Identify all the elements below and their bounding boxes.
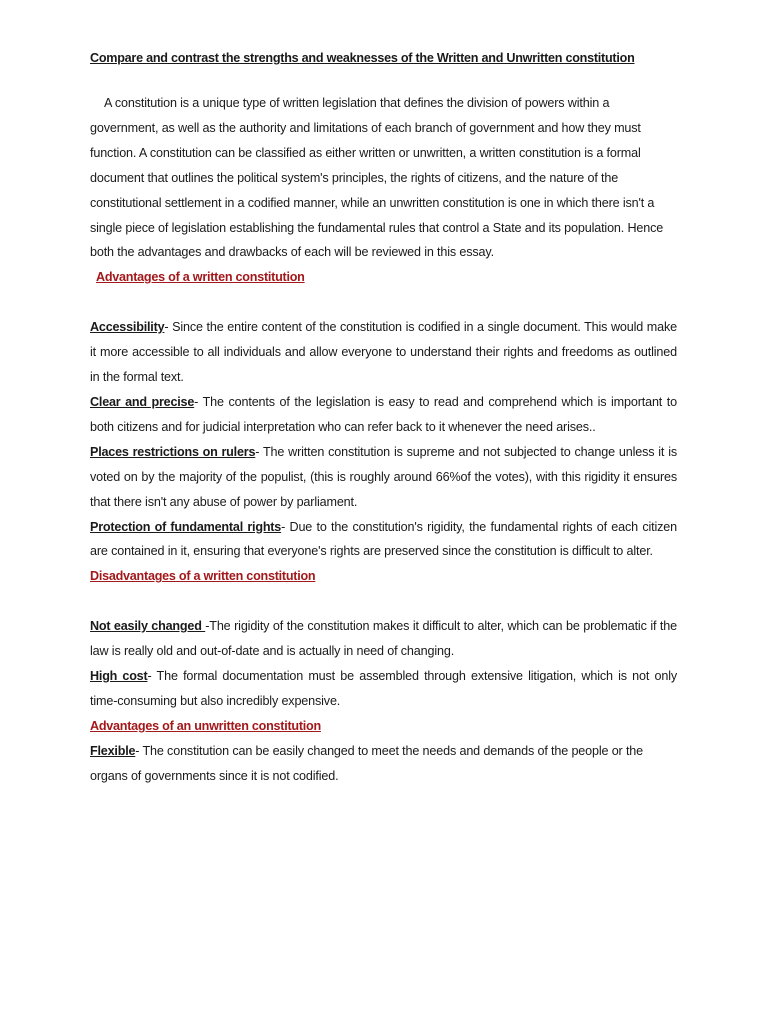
item-high-cost xyxy=(90,664,677,714)
item-term: Not easily changed xyxy=(90,619,206,634)
item-not-easily-changed xyxy=(90,614,677,664)
item-flexible xyxy=(90,739,677,789)
item-term: Flexible xyxy=(90,743,136,758)
item-clear-and-precise xyxy=(90,390,677,440)
item-term: High cost xyxy=(90,669,148,684)
item-protection-rights xyxy=(90,515,677,565)
document-title: Compare and contrast the strengths and weaknesses of the Written and Unwritten constitution xyxy=(90,51,635,65)
intro-paragraph: A constitution is a unique type of written legislation that defines the division of powers within a government, as well as the authority and limitations of each branch of government and how they must function. A constitution can be classified as either written or unwritten, a written constitution is a formal document that outlines the political system's principles, the rights of citizens, and the nature of the constitutional settlement in a codified manner, while an unwritten constitution is one in which there isn't a single piece of legislation establishing the fundamental rules that control a State and its population. Hence both the advantages and drawbacks of each will be reviewed in this essay. xyxy=(90,96,664,260)
item-text: - The formal documentation must be assembled through extensive litigation, which is not only time-consuming but also incredibly expensive. xyxy=(90,669,677,708)
item-accessibility xyxy=(90,315,677,390)
item-places-restrictions xyxy=(90,440,677,515)
item-text: - The constitution can be easily changed to meet the needs and demands of the people or the organs of governments since it is not codified. xyxy=(90,743,644,783)
item-text: - The contents of the legislation is easy to read and comprehend which is important to both citizens and for judicial interpretation who can refer back to it whenever the need arises.. xyxy=(90,394,677,434)
item-term: Protection of fundamental rights xyxy=(90,519,282,534)
heading-disadvantages-written: Disadvantages of a written constitution xyxy=(90,569,316,584)
item-term: Clear and precise xyxy=(90,394,195,409)
item-term: Accessibility xyxy=(90,320,165,335)
heading-advantages-unwritten: Advantages of an unwritten constitution xyxy=(90,718,321,733)
item-text: -The rigidity of the constitution makes it difficult to alter, which can be problematic if the law is really old and out-of-date and is actually in need of changing. xyxy=(90,619,677,659)
item-term: Places restrictions on rulers xyxy=(90,444,256,459)
item-text: - The written constitution is supreme and not subjected to change unless it is voted on by the majority of the populist, (this is roughly around 66%of the votes), with this rigidity it ensures that there isn't any abuse of power by parliament. xyxy=(90,444,677,509)
heading-advantages-written: Advantages of a written constitution xyxy=(96,270,305,285)
document-page xyxy=(90,46,677,789)
item-text: - Since the entire content of the constitution is codified in a single document. This would make it more accessible to all individuals and allow everyone to understand their rights and freedoms as outlined in the formal text. xyxy=(90,320,677,385)
item-text: - Due to the constitution's rigidity, the fundamental rights of each citizen are contained in it, ensuring that everyone's rights are preserved since the constitution is difficult to alter. xyxy=(90,519,677,559)
